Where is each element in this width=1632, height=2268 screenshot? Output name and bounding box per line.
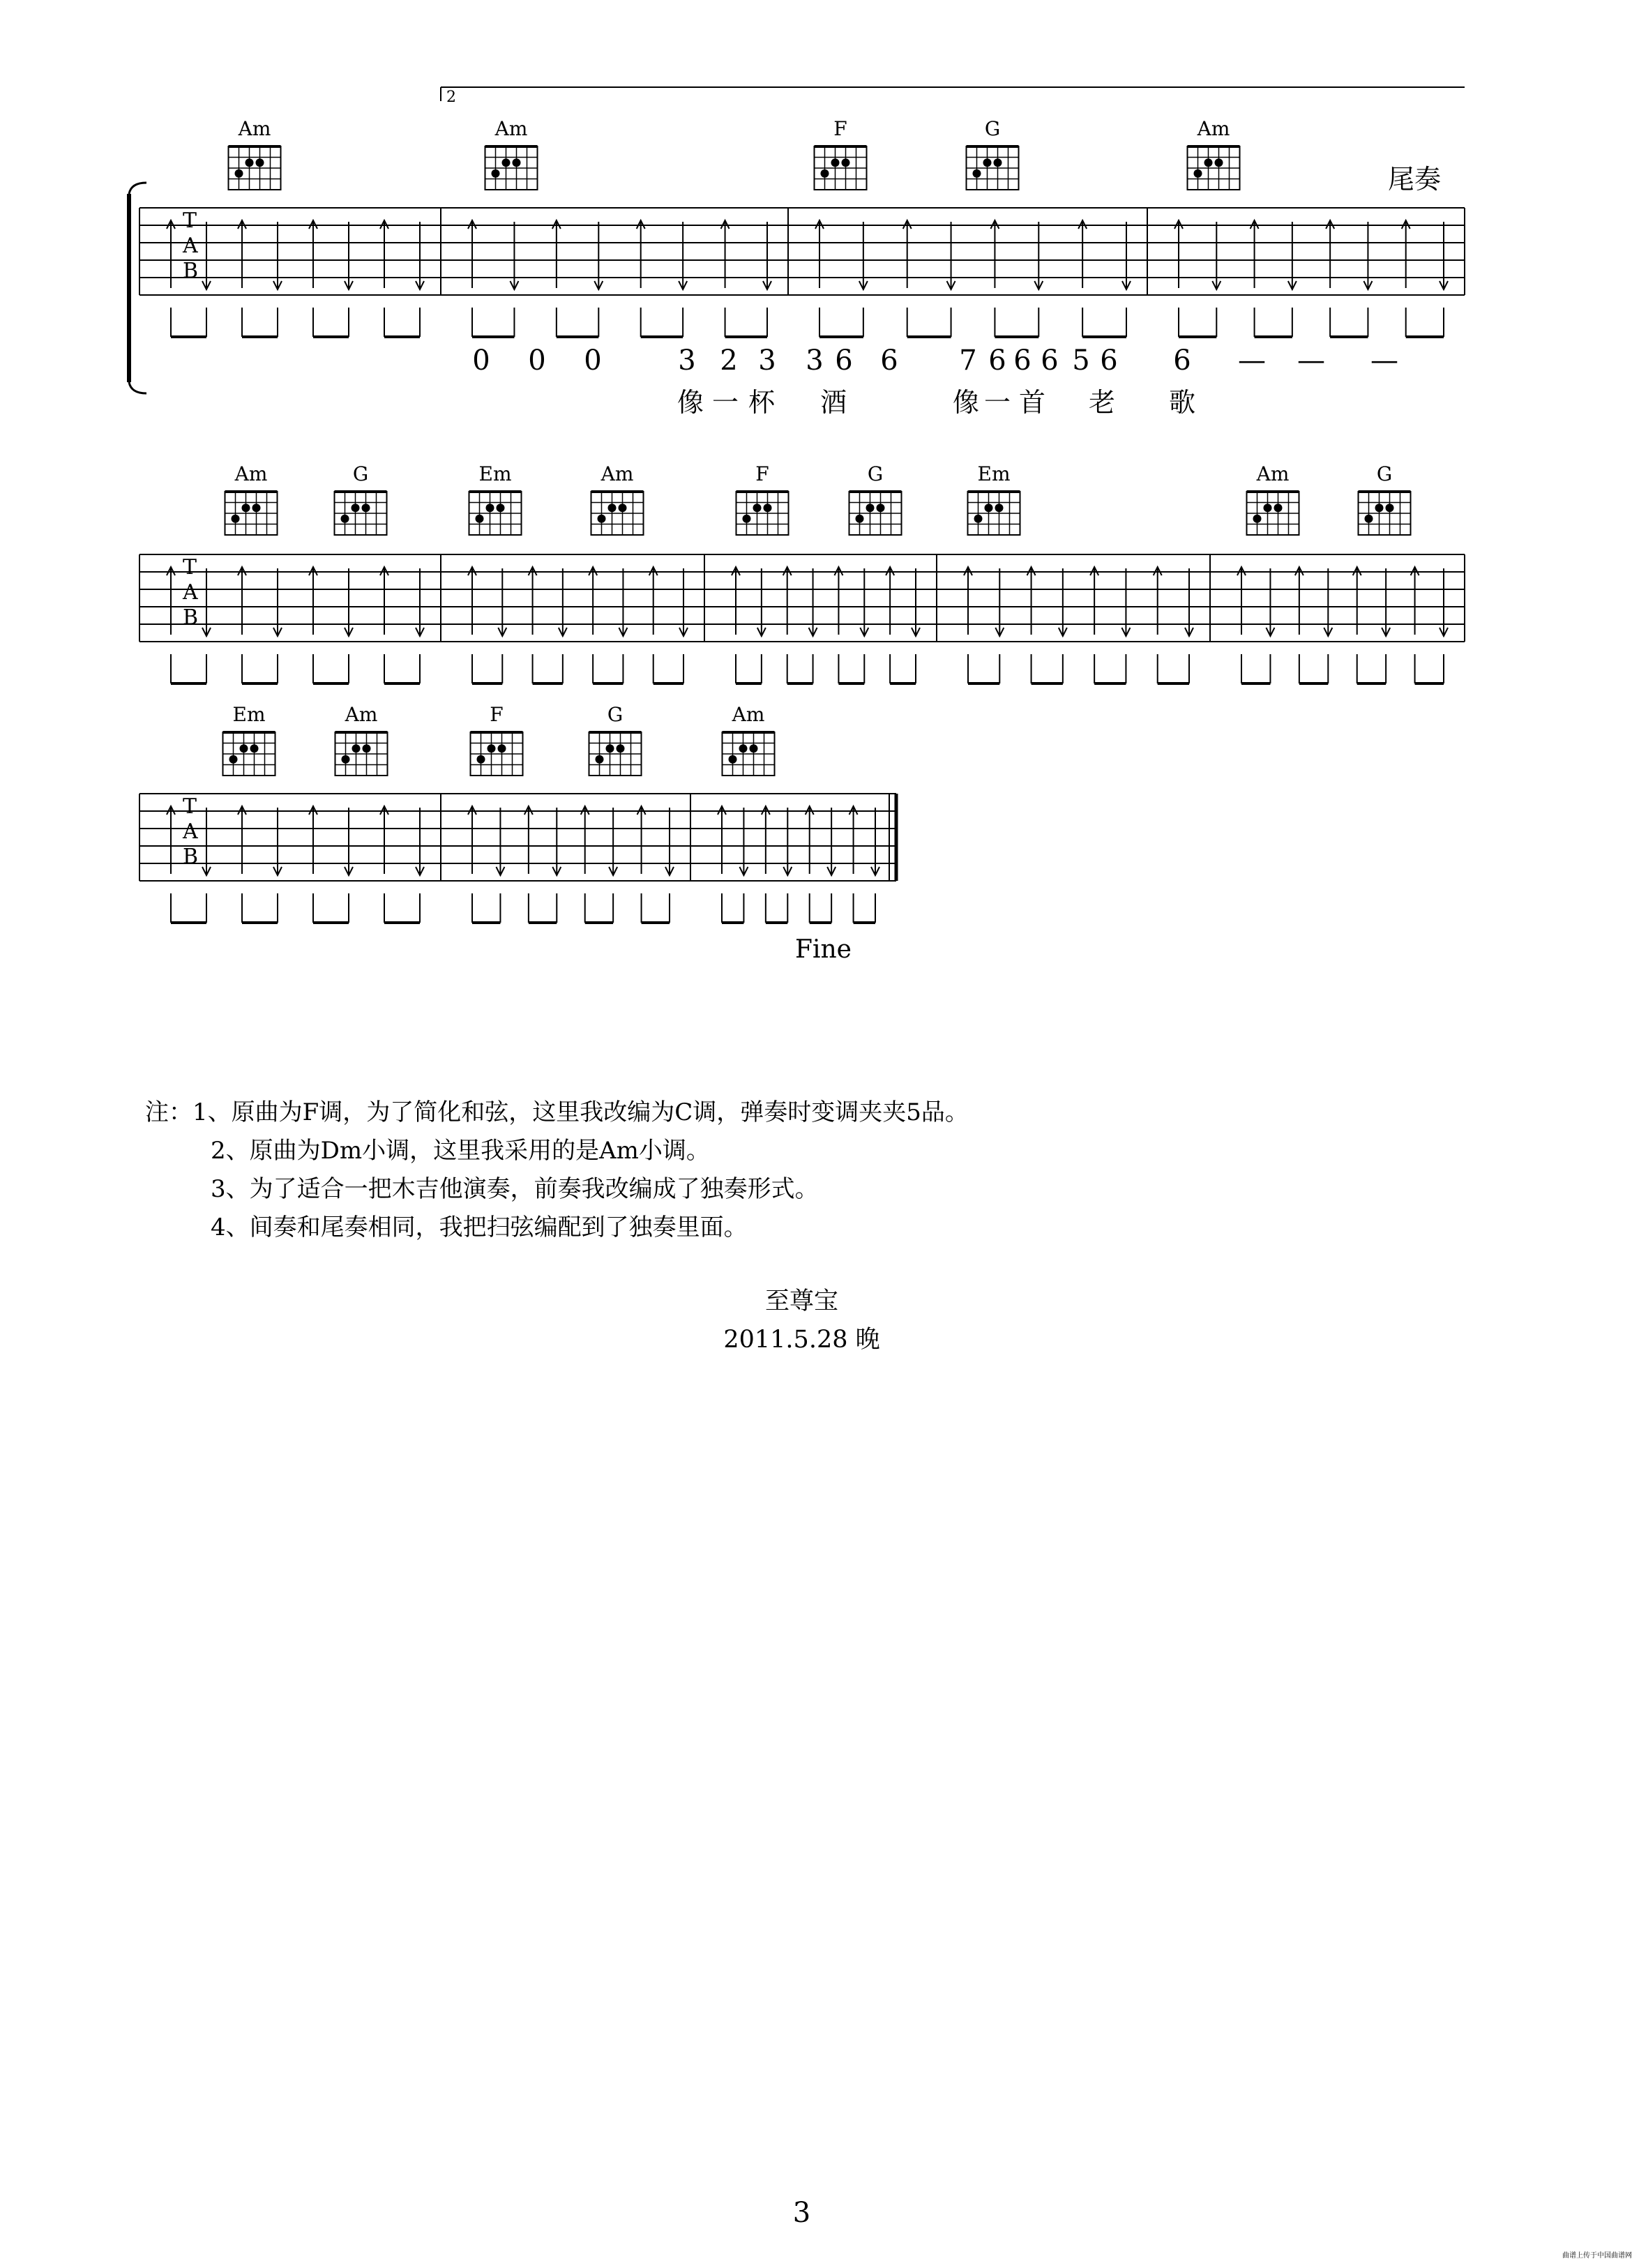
tab-score [0, 0, 1603, 990]
finger-dot [492, 169, 500, 178]
finger-dot [1194, 169, 1202, 178]
notes-block [145, 1094, 969, 1247]
finger-dot [606, 744, 614, 753]
chord-diagram [471, 703, 523, 776]
lyric-char: 一 [711, 387, 739, 418]
finger-dot [245, 158, 254, 167]
chord-diagram [469, 462, 522, 535]
finger-dot [232, 515, 240, 523]
finger-dot [821, 169, 829, 178]
bracket-hook [129, 382, 146, 393]
finger-dot [598, 515, 606, 523]
chord-diagram [849, 462, 902, 535]
watermark: 曲谱上传于中国曲谱网 [1562, 2252, 1632, 2260]
chord-name: G [352, 462, 369, 485]
tab-clef-letter: T [183, 209, 197, 233]
finger-dot [764, 504, 772, 512]
notation-digit: 6 [835, 345, 853, 377]
tab-clef-letter: B [183, 605, 199, 630]
notation-digit: 6 [1100, 345, 1118, 377]
chord-diagram [225, 462, 278, 535]
chord-name: G [1376, 462, 1393, 485]
lyric-char: 歌 [1168, 387, 1196, 418]
bracket-hook [129, 183, 146, 194]
finger-dot [739, 744, 748, 753]
chord-name: Em [977, 462, 1011, 485]
finger-dot [608, 504, 617, 512]
lyric-char: 像 [677, 387, 704, 418]
chord-diagram [589, 703, 642, 776]
notes-label: 注： [145, 1098, 192, 1126]
chord-diagram [591, 462, 644, 535]
notation-digit: 0 [472, 345, 490, 377]
finger-dot [477, 755, 485, 764]
finger-dot [488, 744, 496, 753]
finger-dot [617, 744, 625, 753]
finger-dot [994, 158, 1002, 167]
finger-dot [1365, 515, 1373, 523]
page-number: 3 [792, 2197, 811, 2229]
finger-dot [983, 158, 992, 167]
finger-dot [229, 755, 238, 764]
finger-dot [1253, 515, 1262, 523]
chord-name: Am [1197, 117, 1230, 140]
finger-dot [476, 515, 484, 523]
lyric-char: 酒 [819, 387, 847, 418]
notation-digit: 6 [1173, 345, 1191, 377]
chord-name: Am [600, 462, 634, 485]
chord-diagram [736, 462, 789, 535]
finger-dot [1215, 158, 1223, 167]
chord-diagram [967, 117, 1019, 190]
finger-dot [250, 744, 259, 753]
chord-name: Am [234, 462, 268, 485]
chord-diagram [1188, 117, 1240, 190]
finger-dot [252, 504, 261, 512]
chord-diagram [723, 703, 775, 776]
finger-dot [362, 504, 370, 512]
lyric-char: 一 [983, 387, 1011, 418]
lyric-char: 首 [1018, 387, 1046, 418]
chord-name: F [490, 703, 504, 726]
chord-name: Am [1256, 462, 1290, 485]
finger-dot [729, 755, 737, 764]
finger-dot [341, 515, 349, 523]
finger-dot [352, 504, 360, 512]
finger-dot [877, 504, 885, 512]
chord-name: Em [478, 462, 512, 485]
note-item-4: 4、间奏和尾奏相同，我把扫弦编配到了独奏里面。 [211, 1214, 748, 1241]
note-item-1: 注：1、原曲为F调，为了简化和弦，这里我改编为C调，弹奏时变调夹夹5品。 [145, 1098, 969, 1126]
finger-dot [619, 504, 627, 512]
notation-digit: — [1238, 345, 1266, 377]
chord-name: F [833, 117, 847, 140]
lyric-char: 像 [952, 387, 980, 418]
finger-dot [363, 744, 371, 753]
chord-diagram [1359, 462, 1411, 535]
tab-clef-letter: T [183, 794, 197, 819]
note-item-2: 2、原曲为Dm小调，这里我采用的是Am小调。 [211, 1137, 710, 1165]
notation-digit: 7 [959, 345, 977, 377]
finger-dot [985, 504, 993, 512]
finger-dot [513, 158, 521, 167]
tab-system-2 [139, 462, 1465, 683]
finger-dot [753, 504, 762, 512]
finger-dot [596, 755, 604, 764]
chord-name: G [607, 703, 624, 726]
chord-diagram [335, 462, 387, 535]
finger-dot [352, 744, 361, 753]
tab-system-3 [139, 703, 896, 923]
chord-name: Am [345, 703, 378, 726]
finger-dot [842, 158, 850, 167]
author-name: 至尊宝 [764, 1287, 838, 1315]
finger-dot [1375, 504, 1384, 512]
chord-name: G [984, 117, 1001, 140]
finger-dot [831, 158, 840, 167]
finger-dot [974, 515, 983, 523]
chord-diagram [335, 703, 388, 776]
finger-dot [498, 744, 506, 753]
finger-dot [342, 755, 350, 764]
volta-number: 2 [446, 89, 456, 106]
finger-dot [1204, 158, 1213, 167]
notation-digit: 2 [720, 345, 738, 377]
finger-dot [1264, 504, 1272, 512]
notation-digit: 6 [988, 345, 1006, 377]
volta-bracket [441, 87, 1465, 106]
chord-name: Am [732, 703, 765, 726]
finger-dot [1386, 504, 1394, 512]
chord-name: Am [238, 117, 271, 140]
notation-digit: 6 [880, 345, 898, 377]
notation-digit: 0 [528, 345, 546, 377]
notation-digit: 6 [1013, 345, 1032, 377]
finger-dot [235, 169, 243, 178]
finger-dot [866, 504, 875, 512]
finger-dot [995, 504, 1004, 512]
tab-clef-letter: A [183, 819, 198, 844]
notation-digit: 5 [1072, 345, 1090, 377]
lyric-char: 杯 [748, 387, 776, 418]
fine-mark: Fine [795, 935, 852, 964]
chord-diagram [223, 703, 275, 776]
chord-diagram [229, 117, 281, 190]
notation-digit: 0 [584, 345, 602, 377]
finger-dot [750, 744, 758, 753]
section-label: 尾奏 [1388, 164, 1442, 195]
numbered-notation [472, 345, 1398, 377]
tab-clef-letter: B [183, 845, 199, 869]
finger-dot [973, 169, 981, 178]
note-item-3: 3、为了适合一把木吉他演奏，前奏我改编成了独奏形式。 [211, 1175, 819, 1203]
notation-digit: 3 [806, 345, 824, 377]
finger-dot [497, 504, 505, 512]
notation-digit: 3 [678, 345, 696, 377]
tab-clef-letter: A [183, 234, 198, 258]
chord-name: Em [232, 703, 266, 726]
tab-clef-letter: B [183, 259, 199, 283]
chord-name: G [867, 462, 884, 485]
lyrics-line [677, 387, 1195, 418]
chord-name: F [755, 462, 769, 485]
finger-dot [242, 504, 250, 512]
finger-dot [256, 158, 264, 167]
notation-digit: 3 [758, 345, 776, 377]
date-line: 2011.5.28 晚 [723, 1326, 880, 1354]
chord-diagram [968, 462, 1020, 535]
finger-dot [240, 744, 248, 753]
finger-dot [502, 158, 511, 167]
notation-digit: — [1370, 345, 1398, 377]
tab-clef-letter: A [183, 580, 198, 605]
chord-name: Am [494, 117, 528, 140]
tab-clef-letter: T [183, 555, 197, 580]
finger-dot [856, 515, 864, 523]
finger-dot [743, 515, 751, 523]
chord-diagram [485, 117, 538, 190]
finger-dot [1274, 504, 1283, 512]
finger-dot [486, 504, 494, 512]
chord-diagram [815, 117, 867, 190]
lyric-char: 老 [1088, 387, 1116, 418]
notation-digit: 6 [1041, 345, 1059, 377]
chord-diagram [1247, 462, 1299, 535]
notation-digit: — [1297, 345, 1325, 377]
